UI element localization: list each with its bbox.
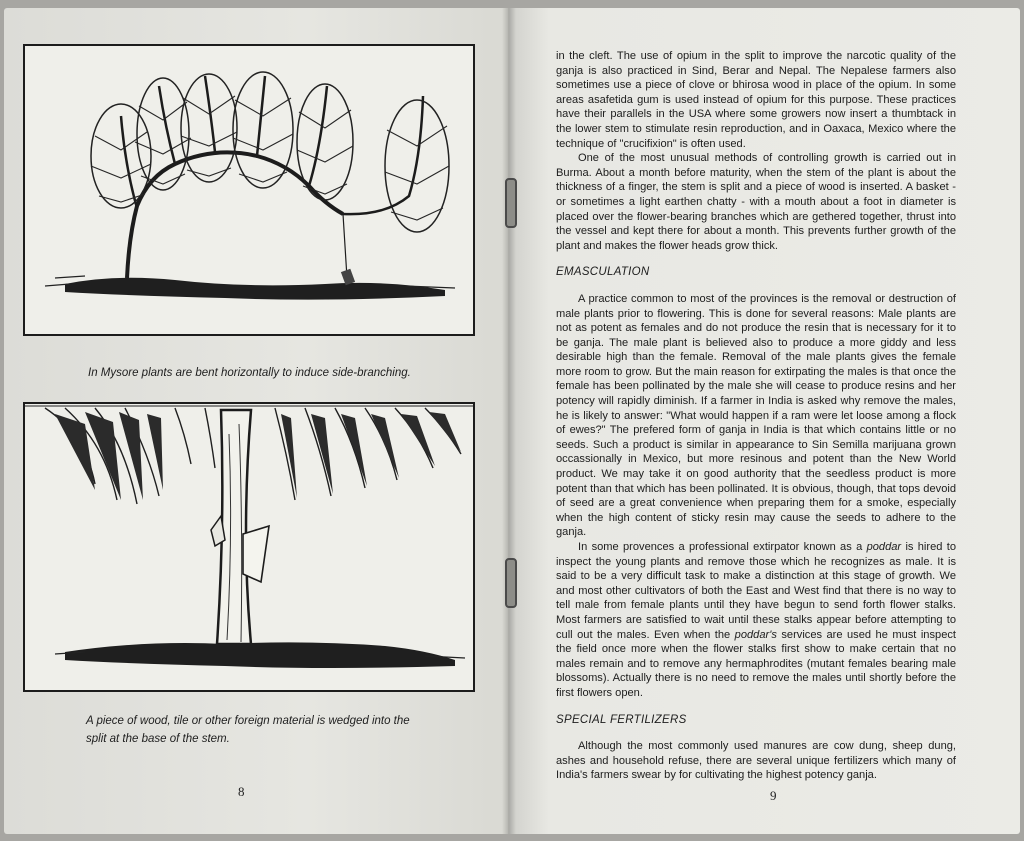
term-poddars: poddar's xyxy=(734,628,777,641)
heading-emasculation: EMASCULATION xyxy=(556,266,650,279)
figure-bent-plant xyxy=(23,44,475,336)
heading-special-fertilizers: SPECIAL FERTILIZERS xyxy=(556,713,687,726)
paragraph-4 xyxy=(556,540,956,701)
staple-top xyxy=(505,178,517,228)
p4-pre: In some provences a professional extirpator known as a xyxy=(578,541,867,553)
paragraph-2: One of the most unusual methods of controlling growth is carried out in Burma. About a month before maturity, when the stem of the plant is about the thickness of a finger, the stem is split and a piece of wood is inserted. A basket - or sometimes a light earthen chatty - with a mouth about a foot in diameter is placed over the flower-bearing branches which are gethered together, thrust into the vessel and kept there for about a month. This prevents further growth of the plant and makes the flower heads grow thick. xyxy=(556,152,956,252)
book-spine xyxy=(502,8,516,834)
wedged-stem-illustration xyxy=(25,404,473,690)
paragraph-1: in the cleft. The use of opium in the split to improve the narcotic quality of the ganja is also practiced in Sind, Berar and Nepal. The Nepalese farmers also sometimes use a piece of clove or bhirosa wood in place of the opium. In some areas asafetida gum is used instead of opium for this purpose. These practices have their parallels in the USA where some growers now insert a thumbtack in the lower stem to stimulate resin reproduction, and in Oaxaca, Mexico where the technique of "crucifixion" is often used. xyxy=(556,50,956,150)
paragraph-5: Although the most commonly used manures are cow dung, sheep dung, ashes and household refuse, there are several unique fertilizers which many of India's farmers swear by for cultivating the highest potency ganja. xyxy=(556,740,956,782)
page-number-right: 9 xyxy=(770,788,777,803)
bent-plant-illustration xyxy=(25,46,473,334)
p4-mid: is hired to inspect the young plants and remove those which he recognizes as male. It is said to be a very difficult task to make a distinction at this stage of growth. We and most other cultivators of both the East and West find that there is no way to tell male from female plants until they have begun to send forth flower stalks. Most farmers are satisfied to wait until these stalks appear before attempting to cull out the males. Even when the xyxy=(556,541,956,641)
page-number-left: 8 xyxy=(238,784,245,799)
right-page-text xyxy=(556,49,956,783)
staple-bottom xyxy=(505,558,517,608)
p4-post: services are used he must inspect the field once more when the flower stalks first show to make certain that no males remain and to remove any hermaphrodites (mutant females bearing male blossoms). Actually there is no need to remove the males until shortly before the first flowers open. xyxy=(556,628,956,699)
figure2-caption: A piece of wood, tile or other foreign material is wedged into the split at the base of the stem. xyxy=(86,715,410,745)
paragraph-3: A practice common to most of the provinces is the removal or destruction of male plants prior to flowering. This is done for several reasons: Male plants are not as potent as females and do not produce the resin that is necessary for it to be ganja. The male plant is believed also to produce a more giddy and less desirable high than the female. Removal of the male plants gives the female more room to grow. But the main reason for extirpating the males is that once the female has been pollinated by the male she will cease to produce resins and her potency will rapidly diminish. If a farmer in India is asked why remove the males, he is likely to answer: "What would happen if a ram were let loose among a flock of ewes?" The prefered form of ganja in India is that which contains little or no seeds. Such a product is similar in appearance to Sin Semilla marijuana grown occassionally in Mexico, but more resinous and potent than the New World product. We may take it on good authority that the seedless product is more potent than that which has been pollinated. It is obvious, though, that tops devoid of seed are a great convenience when preparing them for a smoke, especially when the high content of sticky resin may cause the seeds to adhere to the ganja. xyxy=(556,292,956,539)
figure-wedged-stem xyxy=(23,402,475,692)
term-poddar: poddar xyxy=(866,541,902,553)
figure1-caption: In Mysore plants are bent horizontally to induce side-branching. xyxy=(88,367,411,379)
